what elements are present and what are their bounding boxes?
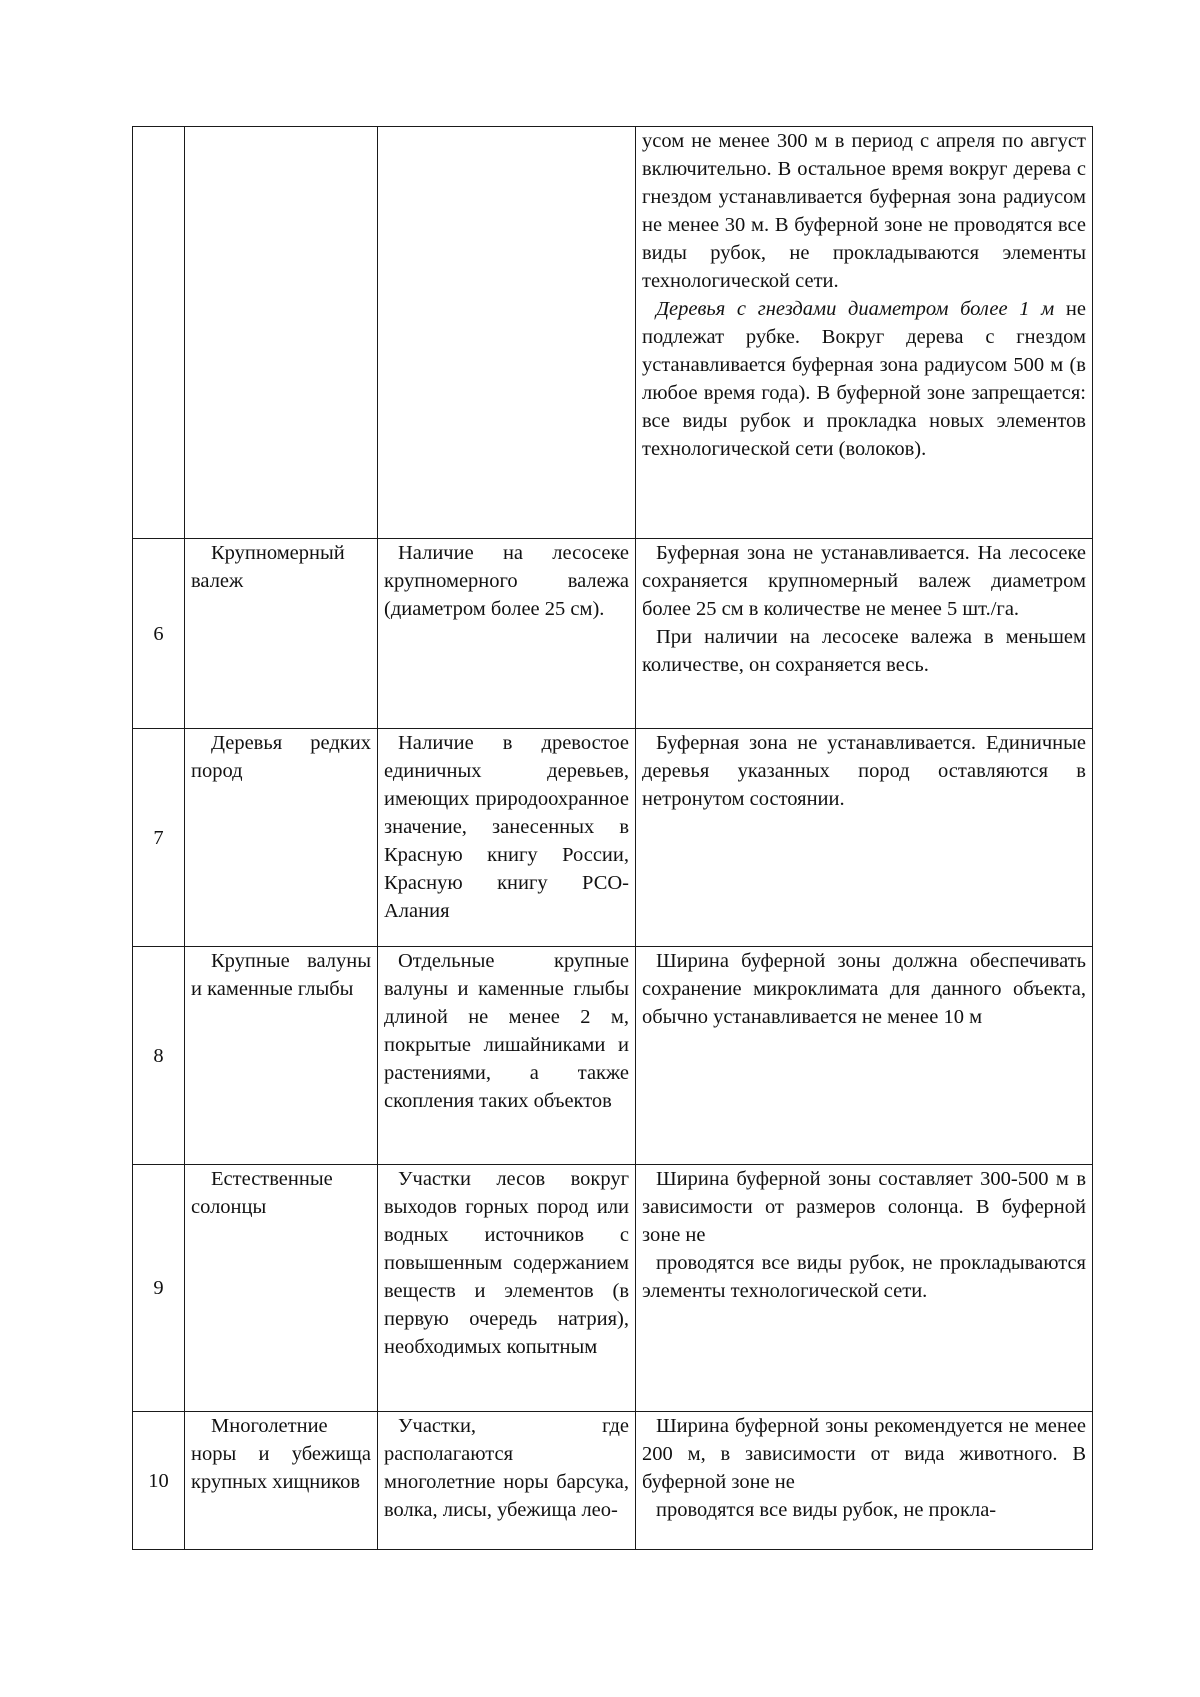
- table-row: [133, 1412, 1093, 1550]
- description-cell: [378, 127, 636, 539]
- measures-paragraph: проводятся все виды рубок, не прокла-: [656, 1499, 997, 1521]
- description-cell: [378, 729, 636, 947]
- table-row: [133, 127, 1093, 539]
- object-cell: [185, 947, 378, 1165]
- table-row: [133, 729, 1093, 947]
- measures-cell: [636, 1165, 1093, 1412]
- description-text: Участки лесов вокруг выходов горных пород или водных источников с повышенным содержанием веществ и элементов (в первую очередь натрия), необходимых копытным: [384, 1168, 629, 1358]
- description-text: Участки, где располагаются многолетние норы барсука, волка, лисы, убежища лео-: [384, 1415, 629, 1521]
- document-table: [132, 126, 1093, 1550]
- measures-paragraph: Ширина буферной зоны составляет 300-500 м в зависимости от размеров солонца. В буферной зоне не: [642, 1168, 1086, 1246]
- row-number-cell: [133, 127, 185, 539]
- measures-paragraph: Буферная зона не устанавливается. Единичные деревья указанных пород оставляются в нетронутом состоянии.: [642, 732, 1086, 810]
- object-cell: [185, 729, 378, 947]
- row-number-cell: 9: [133, 1165, 185, 1412]
- row-number-cell: 8: [133, 947, 185, 1165]
- measures-cell: [636, 1412, 1093, 1550]
- description-text: Наличие на лесосеке крупномерного валежа (диаметром более 25 см).: [384, 542, 629, 620]
- table-row: [133, 539, 1093, 729]
- table-row: [133, 947, 1093, 1165]
- measures-text: не подлежат рубке. Вокруг дерева с гнездом устанавливается буферная зона радиусом 500 м (в любое время года). В буферной зоне запрещается: все виды рубок и прокладка новых элементов технологической сети (волоков).: [642, 298, 1086, 460]
- row-number-cell: 10: [133, 1412, 185, 1550]
- measures-paragraph: проводятся все виды рубок, не прокладываются элементы технологической сети.: [642, 1252, 1086, 1302]
- measures-cell: [636, 127, 1093, 539]
- object-cell: [185, 1165, 378, 1412]
- object-cell: [185, 127, 378, 539]
- description-cell: [378, 1165, 636, 1412]
- row-number-cell: 6: [133, 539, 185, 729]
- description-cell: [378, 1412, 636, 1550]
- description-cell: [378, 539, 636, 729]
- object-name: Естественные солонцы: [191, 1168, 333, 1218]
- object-name: Крупные валуны и каменные глыбы: [191, 950, 371, 1000]
- measures-cell: [636, 539, 1093, 729]
- measures-paragraph: Ширина буферной зоны должна обеспечивать сохранение микроклимата для данного объекта, обычно устанавливается не менее 10 м: [642, 950, 1086, 1028]
- measures-paragraph: Буферная зона не устанавливается. На лесосеке сохраняется крупномерный валеж диаметром более 25 см в количестве не менее 5 шт./га.: [642, 542, 1086, 620]
- description-cell: [378, 947, 636, 1165]
- object-name: Многолетние норы и убежища крупных хищников: [191, 1415, 371, 1493]
- object-cell: [185, 1412, 378, 1550]
- object-cell: [185, 539, 378, 729]
- measures-paragraph: [642, 295, 1086, 463]
- row-number-cell: 7: [133, 729, 185, 947]
- measures-cell: [636, 947, 1093, 1165]
- italic-emphasis: Деревья с гнездами диаметром более 1 м: [656, 298, 1055, 320]
- measures-paragraph: усом не менее 300 м в период с апреля по август включительно. В остальное время вокруг дерева с гнездом устанавливается буферная зона радиусом не менее 30 м. В буферной зоне не проводятся все виды рубок, не прокладываются элементы технологической сети.: [642, 130, 1086, 292]
- table-row: [133, 1165, 1093, 1412]
- description-text: Отдельные крупные валуны и каменные глыбы длиной не менее 2 м, покрытые лишайниками и растениями, а также скопления таких объектов: [384, 950, 629, 1112]
- description-text: Наличие в древостое единичных деревьев, имеющих природоохранное значение, занесенных в Красную книгу России, Красную книгу РСО-Алания: [384, 732, 629, 922]
- measures-paragraph: При наличии на лесосеке валежа в меньшем количестве, он сохраняется весь.: [642, 626, 1086, 676]
- measures-paragraph: Ширина буферной зоны рекомендуется не менее 200 м, в зависимости от вида животного. В буферной зоне не: [642, 1415, 1086, 1493]
- object-name: Деревья редких пород: [191, 732, 371, 782]
- measures-cell: [636, 729, 1093, 947]
- object-name: Крупномерный валеж: [191, 542, 345, 592]
